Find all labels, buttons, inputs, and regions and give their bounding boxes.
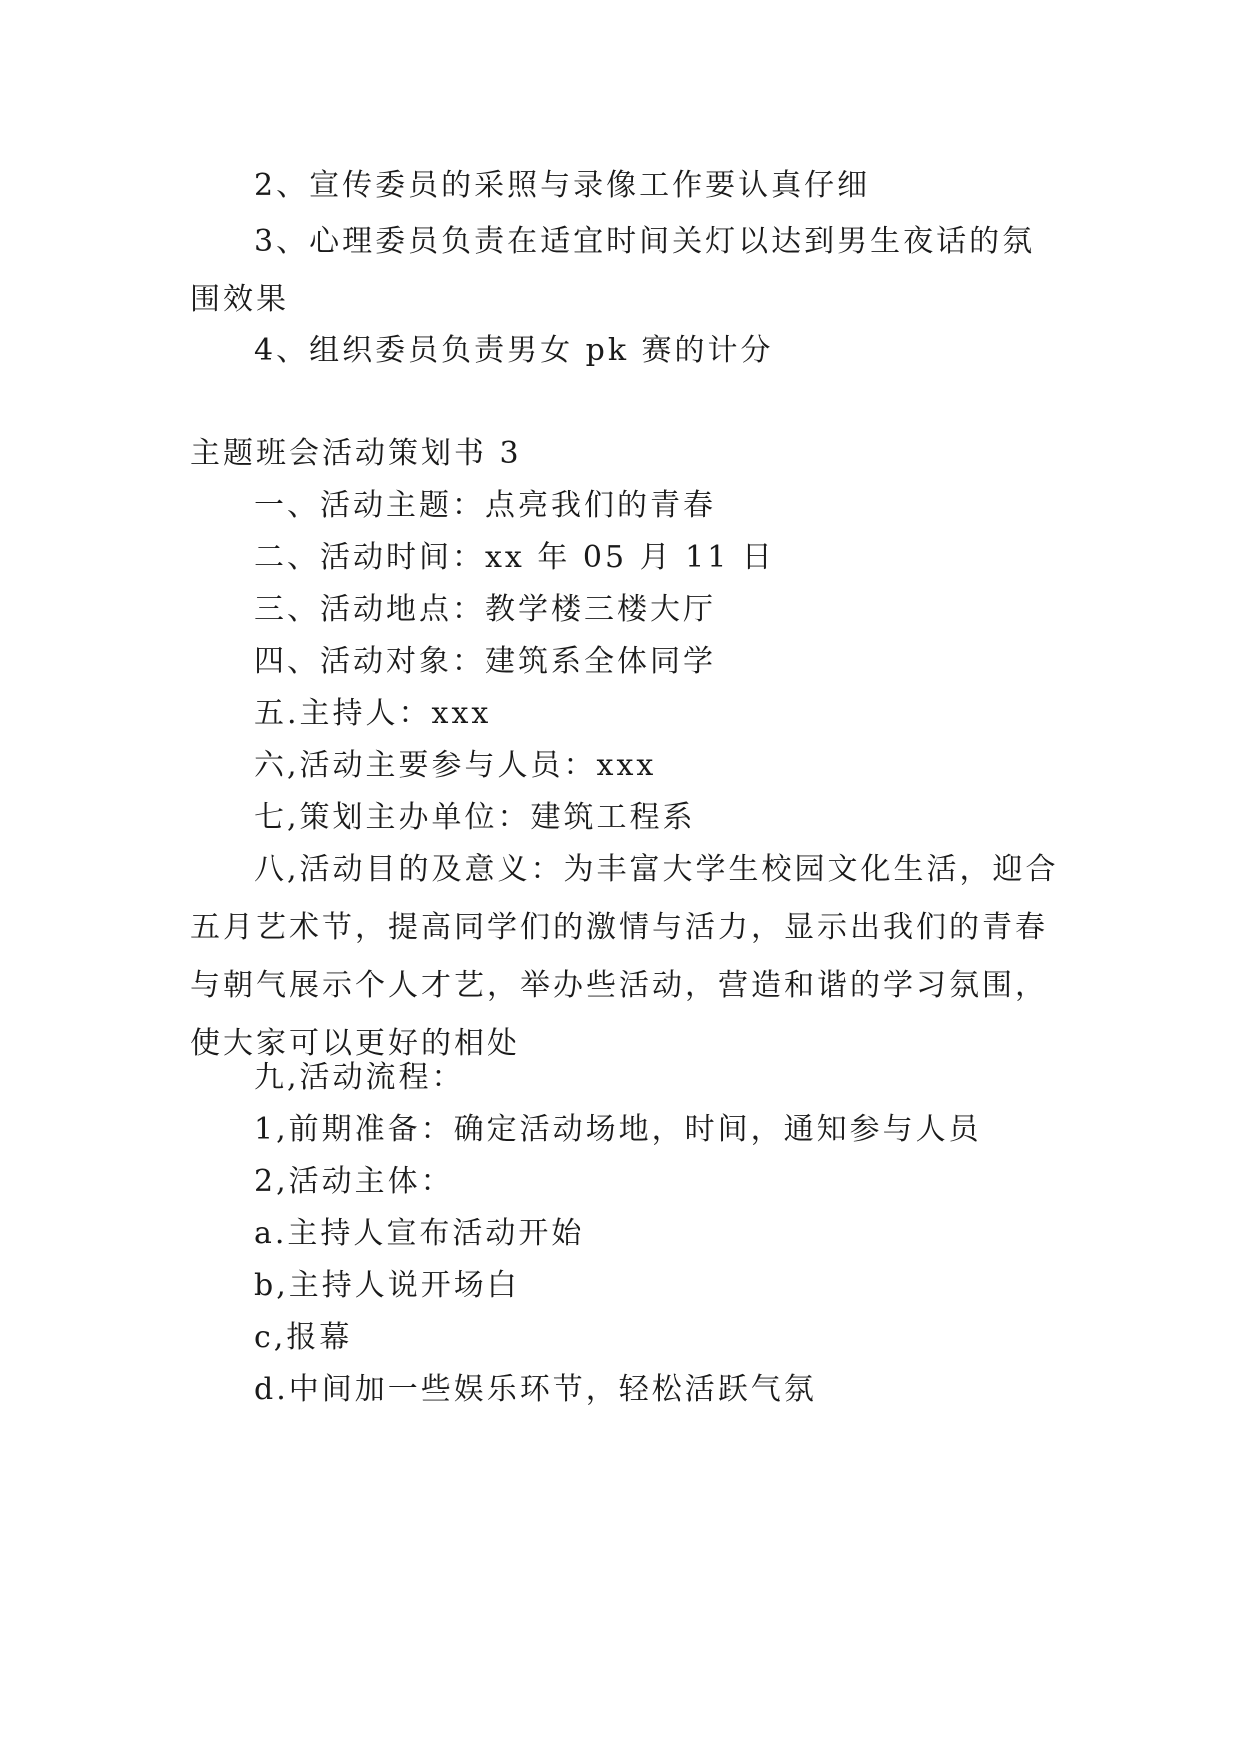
item-audience: 四、活动对象：建筑系全体同学 (254, 644, 716, 679)
paragraph-psychology: 3、心理委员负责在适宜时间关灯以达到男生夜话的氛围效果 (190, 224, 1036, 317)
paragraph-purpose: 八,活动目的及意义：为丰富大学生校园文化生活，迎合五月艺术节，提高同学们的激情与活力，显示出我们的青春与朝气展示个人才艺，举办些活动，营造和谐的学习氛围，使大家可以更好的相处 (190, 852, 1059, 1061)
flow-substep-b: b,主持人说开场白 (254, 1268, 520, 1303)
item-participants: 六,活动主要参与人员：xxx (254, 748, 657, 783)
flow-substep-c: c,报幕 (254, 1320, 353, 1355)
flow-step-preparation: 1,前期准备：确定活动场地，时间，通知参与人员 (254, 1112, 982, 1147)
item-organizer: 七,策划主办单位：建筑工程系 (254, 800, 696, 835)
item-time: 二、活动时间：xx 年 05 月 11 日 (254, 540, 775, 575)
flow-substep-d: d.中间加一些娱乐环节，轻松活跃气氛 (254, 1372, 817, 1407)
paragraph-publicity: 2、宣传委员的采照与录像工作要认真仔细 (254, 168, 871, 203)
item-theme: 一、活动主题：点亮我们的青春 (254, 488, 716, 523)
flow-substep-a: a.主持人宣布活动开始 (254, 1216, 585, 1251)
section-heading: 主题班会活动策划书 3 (190, 436, 522, 471)
flow-step-main: 2,活动主体： (254, 1164, 454, 1199)
paragraph-organization: 4、组织委员负责男女 pk 赛的计分 (254, 333, 774, 368)
item-location: 三、活动地点：教学楼三楼大厅 (254, 592, 716, 627)
flow-heading: 九,活动流程： (254, 1060, 465, 1095)
item-host: 五.主持人：xxx (254, 696, 492, 731)
